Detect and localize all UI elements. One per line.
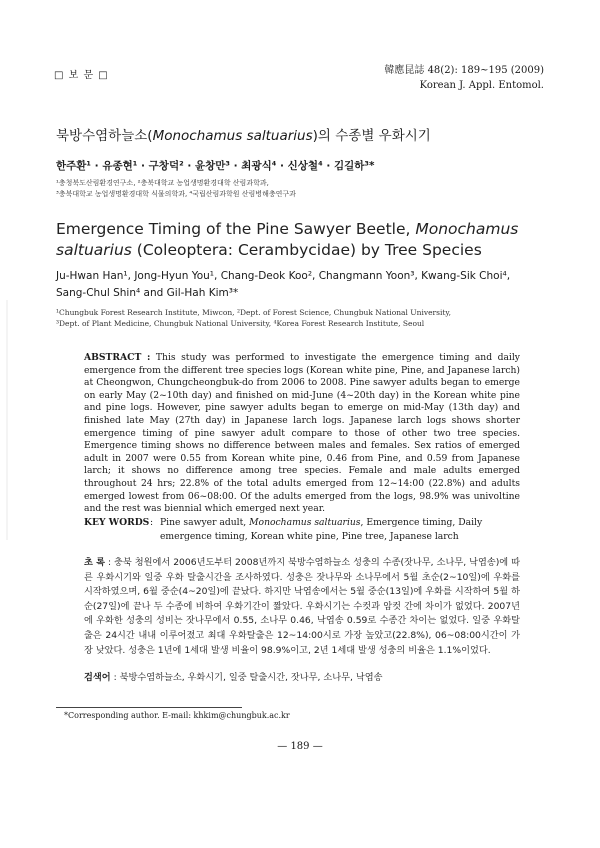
keywords-post: , Emergence timing, Daily emergence timing, Korean white pine, Pine tree, Japanese larch (160, 517, 483, 542)
margin-watermark (3, 300, 11, 540)
title-en-pre: Emergence Timing of the Pine Sawyer Beetle, (56, 220, 416, 238)
abstract-text: This study was performed to investigate the emergence timing and daily emergence from the different tree species logs (Korean white pine, Pine, and Japanese larch) at Cheongwon, Chungcheongbuk-do from 2006 to 2008. Pine sawyer adults began to emerge on early May (2~10th day) and finished on mid-June (4~20th day) in the Korean white pine and pine logs. However, pine sawyer adults began to emerge on mid-May (13th day) and finished late May (27th day) in Japanese larch logs. Japanese larch logs shows shorter emergence timing of pine sawyer adult compare to those of other two tree species. Emergence timing shows no difference between males and females. Sex ratios of emerged adult in 2007 were 0.55 from Korean white pine, 0.46 from Pine, and 0.59 from Japanese larch; it shows no difference among tree species. Female and male adults emerged throughout 24 hrs; 22.8% of the total adults emerged from 12~14:00 (22.8%) and adults emerged lowest from 06~08:00. Of the adults emerged from the logs, 98.9% was univoltine and the rest was biennial which emerged next year. (84, 352, 520, 515)
footnote-divider (56, 707, 242, 708)
keywords-ko-label: 검색어 (84, 672, 111, 683)
summary-korean (84, 556, 520, 658)
title-ko-pre: 북방수염하늘소( (56, 128, 153, 144)
authors-en-line: Sang-Chul Shin⁴ and Gil-Hah Kim³* (56, 287, 239, 299)
title-ko-post: )의 수종별 우화시기 (312, 128, 431, 144)
authors-korean: 한주환¹ · 유종현¹ · 구창덕² · 윤창만³ · 최광식⁴ · 신상철⁴ · 김길하³* (56, 160, 375, 172)
keywords-pre: Pine sawyer adult, (160, 517, 250, 528)
journal-name-en: Korean J. Appl. Entomol. (419, 80, 544, 91)
title-english (56, 219, 556, 261)
affiliation-ko-line: ¹충청북도산림환경연구소, ²충북대학교 농업생명환경대학 산림과학과, (56, 179, 269, 187)
corresponding-author-footnote: *Corresponding author. E-mail: khkim@chungbuk.ac.kr (64, 711, 290, 720)
authors-english (56, 268, 556, 302)
abstract (84, 352, 520, 516)
keywords-ko-text: : 북방수염하늘소, 우화시기, 일중 탈출시간, 잣나무, 소나무, 낙엽송 (113, 672, 383, 683)
keywords: KEY WORDS : Pine sawyer adult, Monochamus saltuarius, Emergence timing, Daily emergence timing, Korean white pine, Pine tree, Japanese larch (84, 516, 524, 543)
authors-en-line: Ju-Hwan Han¹, Jong-Hyun You¹, Chang-Deok Koo², Changmann Yoon³, Kwang-Sik Choi⁴, (56, 270, 511, 282)
journal-citation-ko: 韓應昆誌 48(2): 189~195 (2009) (384, 65, 544, 76)
page-number: — 189 — (277, 741, 323, 752)
affiliations-english (56, 307, 451, 329)
title-korean (56, 124, 431, 144)
abstract-label: ABSTRACT : (84, 352, 151, 363)
summary-ko-text: : 충북 청원에서 2006년도부터 2008년까지 북방수염하늘소 성충의 수종(잣나무, 소나무, 낙엽송)에 따른 우화시기와 일중 우화 탈출시간을 조사하였다. 성충은 잣나무와 소나무에서 5월 초순(2~10일)에 우화를 시작하였으며, 6월 중순(4~20일)에 끝났다. 하지만 낙엽송에서는 5월 중순(13일)에 우화를 시작하여 5월 하순(27일)에 끝나 두 수종에 비하여 우화기간이 짧았다. 우화시기는 수컷과 암컷 간에 차이가 없었다. 2007년에 우화한 성충의 성비는 잣나무에서 0.55, 소나무 0.46, 낙엽송 0.59로 수종간 차이는 없었다. 일중 우화탈출은 24시간 내내 이루어졌고 최대 우화탈출은 12~14:00시로 가장 높았고(22.8%), 06~08:00시간이 가장 낮았다. 성충은 1년에 1세대 발생 비율이 98.9%이고, 2년 1세대 발생 성충의 비율은 1.1%이었다. (84, 557, 521, 656)
affiliation-ko-line: ³충북대학교 농업생명환경대학 식물의학과, ⁴국립산림과학원 산림병해충연구과 (56, 190, 296, 198)
keywords-korean (84, 671, 520, 684)
title-en-post: (Coleoptera: Cerambycidae) by Tree Species (131, 241, 482, 259)
title-ko-species: Monochamus saltuarius (152, 128, 313, 144)
title-en-species: Monochamus saltuarius (56, 220, 519, 259)
summary-ko-label: 초 록 (84, 557, 105, 568)
article-type-label: □ 보 문 □ (54, 70, 109, 81)
keywords-label: KEY WORDS (84, 517, 150, 528)
keywords-text (160, 516, 524, 543)
affiliation-en-line: ¹Chungbuk Forest Research Institute, Miwcon, ²Dept. of Forest Science, Chungbuk National University, (56, 308, 451, 317)
affiliations-korean (56, 178, 296, 200)
journal-header (384, 63, 544, 93)
affiliation-en-line: ³Dept. of Plant Medicine, Chungbuk National University, ⁴Korea Forest Research Institute, Seoul (56, 319, 425, 328)
keywords-species: Monochamus saltuarius (249, 517, 361, 528)
